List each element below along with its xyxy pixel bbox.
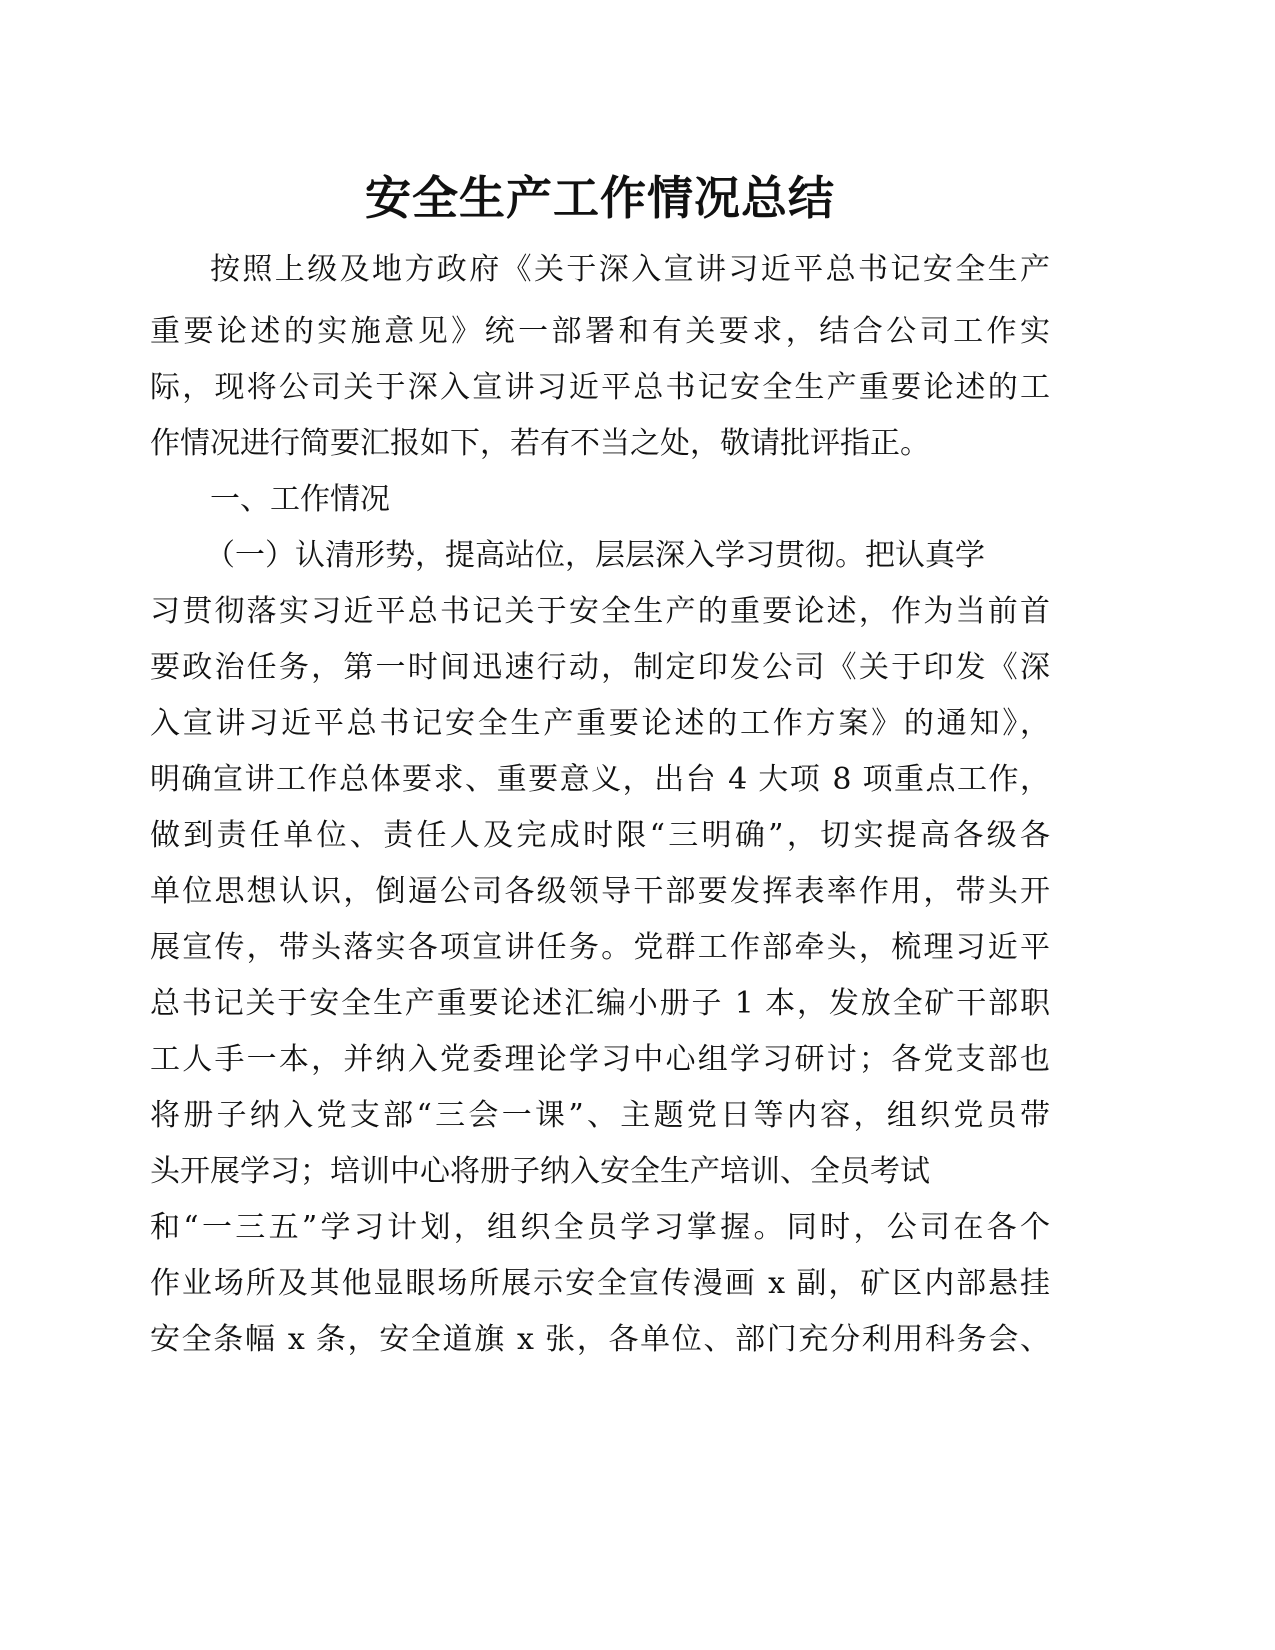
subsection-first-line [205,528,1050,584]
subsection-first-line-text: 把认真学 [865,538,985,573]
body-line: 单位思想认识，倒逼公司各级领导干部要发挥表率作用，带头开 [150,874,1050,909]
body-line: 总书记关于安全生产重要论述汇编小册子 1 本，发放全矿干部职 [150,986,1050,1021]
body-line: 安全条幅 x 条，安全道旗 x 张，各单位、部门充分利用科务会、 [150,1322,1050,1357]
body-line: 展宣传，带头落实各项宣讲任务。党群工作部牵头，梳理习近平 [150,930,1050,965]
intro-line: 际，现将公司关于深入宣讲习近平总书记安全生产重要论述的工 [150,370,1050,405]
subsection-title: （一）认清形势，提高站位，层层深入学习贯彻。 [205,538,865,573]
body-line: 将册子纳入党支部“三会一课”、主题党日等内容，组织党员带 [150,1098,1050,1133]
body-line: 明确宣讲工作总体要求、重要意义，出台 4 大项 8 项重点工作， [150,762,1050,797]
body-line: 工人手一本，并纳入党委理论学习中心组学习研讨；各党支部也 [150,1042,1050,1077]
intro-line: 按照上级及地方政府《关于深入宣讲习近平总书记安全生产 [210,252,1050,287]
body-line: 做到责任单位、责任人及完成时限“三明确”，切实提高各级各 [150,818,1050,853]
body-line: 和“一三五”学习计划，组织全员学习掌握。同时，公司在各个 [150,1210,1050,1245]
intro-line: 作情况进行简要汇报如下，若有不当之处，敬请批评指正。 [150,426,930,461]
intro-line: 重要论述的实施意见》统一部署和有关要求，结合公司工作实 [150,314,1050,349]
body-line: 要政治任务，第一时间迅速行动，制定印发公司《关于印发《深 [150,650,1050,685]
section-heading: 一、工作情况 [210,482,390,517]
body-line: 头开展学习；培训中心将册子纳入安全生产培训、全员考试 [150,1154,930,1189]
body-line: 作业场所及其他显眼场所展示安全宣传漫画 x 副，矿区内部悬挂 [150,1266,1050,1301]
body-line: 入宣讲习近平总书记安全生产重要论述的工作方案》的通知》， [150,706,1050,741]
body-line: 习贯彻落实习近平总书记关于安全生产的重要论述，作为当前首 [150,594,1050,629]
document-title: 安全生产工作情况总结 [365,171,835,225]
